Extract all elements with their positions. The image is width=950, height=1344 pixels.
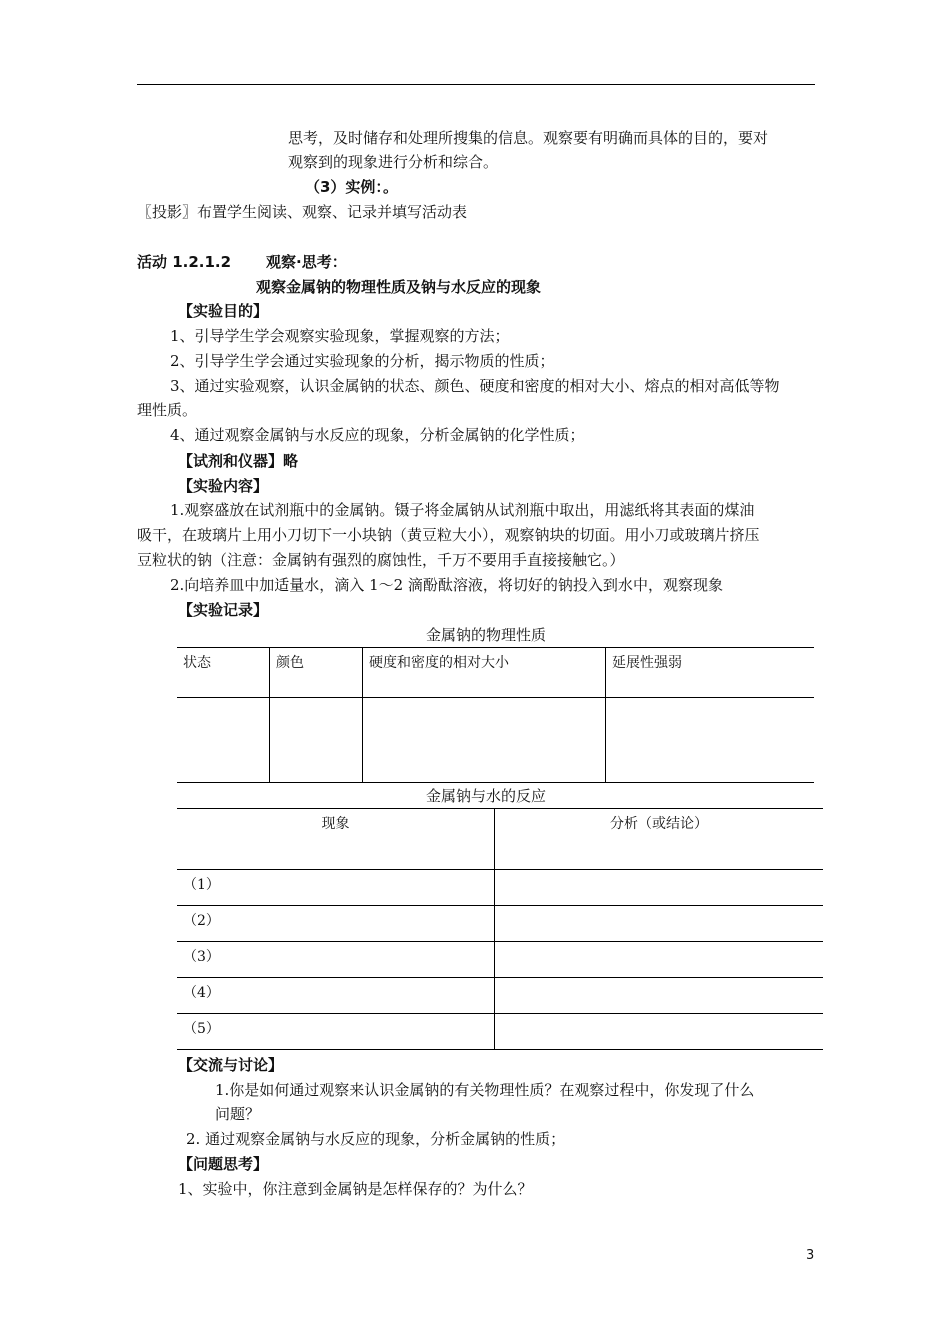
table1-header: 硬度和密度的相对大小	[363, 648, 606, 698]
thinking-heading: 【问题思考】	[178, 1155, 269, 1173]
table2-row-label: （3）	[177, 942, 495, 978]
reagents-heading: 【试剂和仪器】略	[178, 452, 299, 470]
table2-cell[interactable]	[495, 1014, 824, 1050]
reaction-table	[177, 808, 823, 1050]
projection-note: 〖投影〗布置学生阅读、观察、记录并填写活动表	[137, 203, 468, 221]
activity-label: 活动 1.2.1.2	[137, 253, 232, 271]
table2-row-label: （1）	[177, 870, 495, 906]
table1-cell[interactable]	[363, 698, 606, 783]
table2-row-label: （2）	[177, 906, 495, 942]
discussion-q1-cont: 问题？	[215, 1105, 261, 1123]
purpose-item: 2、引导学生学会通过实验现象的分析，揭示物质的性质；	[170, 352, 555, 370]
physical-properties-table	[177, 647, 814, 783]
discussion-q1: 1.你是如何通过观察来认识金属钠的有关物理性质？在观察过程中，你发现了什么	[215, 1081, 755, 1099]
table1-caption: 金属钠的物理性质	[426, 626, 547, 644]
table2-caption: 金属钠与水的反应	[426, 787, 547, 805]
table2-cell[interactable]	[495, 978, 824, 1014]
table1-header: 颜色	[270, 648, 363, 698]
table2-header: 分析（或结论）	[495, 809, 824, 870]
table1-cell[interactable]	[606, 698, 815, 783]
table1-header: 状态	[177, 648, 270, 698]
thinking-q1: 1、实验中，你注意到金属钠是怎样保存的？为什么？	[178, 1180, 533, 1198]
table2-row-label: （5）	[177, 1014, 495, 1050]
purpose-heading: 【实验目的】	[178, 302, 269, 320]
table1-cell[interactable]	[177, 698, 270, 783]
purpose-item: 理性质。	[137, 401, 198, 419]
intro-line-2: 观察到的现象进行分析和综合。	[288, 153, 499, 171]
example-heading: （3）实例：。	[305, 178, 398, 196]
intro-line-1: 思考，及时储存和处理所搜集的信息。观察要有明确而具体的目的，要对	[288, 129, 769, 147]
content-line: 豆粒状的钠（注意：金属钠有强烈的腐蚀性，千万不要用手直接接触它。）	[137, 551, 625, 569]
page-number: 3	[806, 1248, 815, 1263]
content-line: 1.观察盛放在试剂瓶中的金属钠。镊子将金属钠从试剂瓶中取出，用滤纸将其表面的煤油	[170, 501, 755, 519]
content-line: 吸干，在玻璃片上用小刀切下一小块钠（黄豆粒大小），观察钠块的切面。用小刀或玻璃片挤压	[137, 526, 760, 544]
activity-subtitle: 观察金属钠的物理性质及钠与水反应的现象	[256, 278, 542, 296]
header-rule	[137, 84, 815, 85]
table1-cell[interactable]	[270, 698, 363, 783]
table2-cell[interactable]	[495, 942, 824, 978]
discussion-q2: 2. 通过观察金属钠与水反应的现象，分析金属钠的性质；	[186, 1130, 566, 1148]
purpose-item: 3、通过实验观察，认识金属钠的状态、颜色、硬度和密度的相对大小、熔点的相对高低等物	[170, 377, 780, 395]
discussion-heading: 【交流与讨论】	[178, 1056, 284, 1074]
record-heading: 【实验记录】	[178, 601, 269, 619]
content-line: 2.向培养皿中加适量水，滴入 1～2 滴酚酞溶液，将切好的钠投入到水中，观察现象	[170, 576, 723, 594]
table2-cell[interactable]	[495, 870, 824, 906]
content-heading: 【实验内容】	[178, 477, 269, 495]
purpose-item: 1、引导学生学会观察实验现象，掌握观察的方法；	[170, 327, 510, 345]
table2-cell[interactable]	[495, 906, 824, 942]
activity-title: 观察·思考：	[266, 253, 347, 271]
table2-row-label: （4）	[177, 978, 495, 1014]
table2-header: 现象	[177, 809, 495, 870]
purpose-item: 4、通过观察金属钠与水反应的现象，分析金属钠的化学性质；	[170, 426, 585, 444]
table1-header: 延展性强弱	[606, 648, 815, 698]
